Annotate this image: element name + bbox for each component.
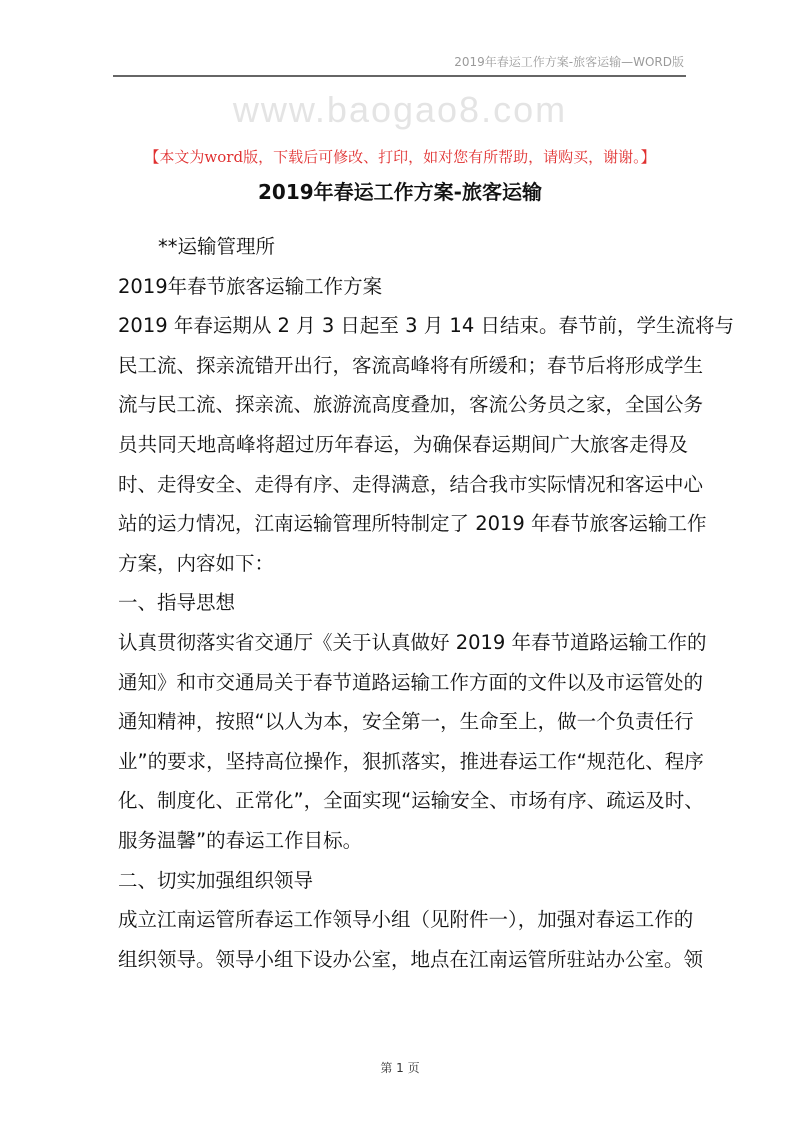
page-number: 第 1 页 <box>380 1061 420 1075</box>
paragraph-line: 认真贯彻落实省交通厅《关于认真做好 2019 年春节道路运输工作的 <box>118 630 707 654</box>
paragraph-line: 2019 年春运期从 2 月 3 日起至 3 月 14 日结束。春节前，学生流将与 <box>118 314 734 338</box>
paragraph-line: 组织领导。领导小组下设办公室，地点在江南运管所驻站办公室。领 <box>118 947 704 971</box>
paragraph-line: 民工流、探亲流错开出行，客流高峰将有所缓和；春节后将形成学生 <box>118 353 704 377</box>
paragraph-line: 通知》和市交通局关于春节道路运输工作方面的文件以及市运管处的 <box>118 670 704 694</box>
plan-subtitle: 2019年春节旅客运输工作方案 <box>118 274 383 298</box>
paragraph-line: 站的运力情况，江南运输管理所特制定了 2019 年春节旅客运输工作 <box>118 512 707 536</box>
document-body <box>118 227 734 979</box>
paragraph-line: 方案，内容如下： <box>118 551 275 575</box>
paragraph-line: 员共同天地高峰将超过历年春运，为确保春运期间广大旅客走得及 <box>118 432 688 456</box>
header-rule <box>113 75 686 77</box>
watermark: www.baogao8.com <box>232 89 568 130</box>
section-heading: 二、切实加强组织领导 <box>118 868 314 892</box>
section-heading: 一、指导思想 <box>118 591 236 615</box>
document-title: 2019年春运工作方案-旅客运输 <box>258 180 542 204</box>
paragraph-line: 时、走得安全、走得有序、走得满意，结合我市实际情况和客运中心 <box>118 472 704 496</box>
paragraph-line: 成立江南运管所春运工作领导小组（见附件一），加强对春运工作的 <box>118 908 694 932</box>
paragraph-line: 化、制度化、正常化”，全面实现“运输安全、市场有序、疏运及时、 <box>118 789 704 813</box>
paragraph-line: 流与民工流、探亲流、旅游流高度叠加，客流公务员之家，全国公务 <box>118 393 704 417</box>
paragraph-line: 服务温馨”的春运工作目标。 <box>118 828 363 852</box>
paragraph-line: 业”的要求，坚持高位操作，狠抓落实，推进春运工作“规范化、程序 <box>118 749 704 773</box>
running-header: 2019年春运工作方案-旅客运输—WORD版 <box>454 55 684 69</box>
paragraph-line: 通知精神，按照“以人为本，安全第一，生命至上，做一个负责任行 <box>118 710 694 734</box>
org-name: **运输管理所 <box>158 235 276 258</box>
purchase-notice: 【本文为word版，下载后可修改、打印，如对您有所帮助，请购买，谢谢。】 <box>144 148 656 166</box>
